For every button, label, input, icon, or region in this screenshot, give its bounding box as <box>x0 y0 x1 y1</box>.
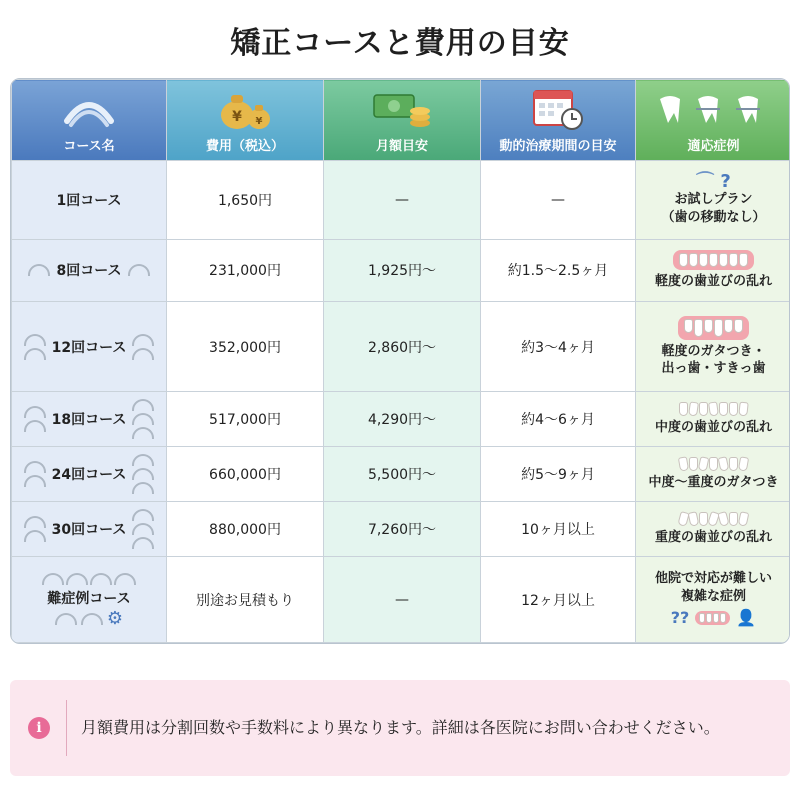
page-title: 矯正コースと費用の目安 <box>230 26 570 61</box>
teeth-braces-icon <box>654 81 774 131</box>
header-period <box>481 80 636 161</box>
table-row <box>12 392 791 447</box>
price-cell: 別途お見積もり <box>167 557 324 643</box>
teeth-illustration <box>642 457 785 471</box>
aligner-icon <box>61 81 117 131</box>
svg-text:¥: ¥ <box>232 109 242 125</box>
price-cell: 880,000円 <box>167 502 324 557</box>
header-case-label: 適応症例 <box>687 139 740 154</box>
case-cell: 重度の歯並びの乱れ <box>636 502 791 557</box>
monthly-cell: 2,860円〜 <box>324 302 481 392</box>
teeth-illustration <box>673 250 754 270</box>
aligner-stack-icon <box>12 572 166 586</box>
calendar-clock-icon <box>530 81 586 131</box>
monthly-cell: 5,500円〜 <box>324 447 481 502</box>
table-row <box>12 161 791 240</box>
header-period-label: 動的治療期間の目安 <box>499 139 617 154</box>
table-row <box>12 557 791 643</box>
monthly-cell: — <box>324 557 481 643</box>
course-cell: 難症例コース ⚙ <box>12 557 167 643</box>
money-bag-icon <box>215 81 275 131</box>
aligner-icon <box>128 264 150 276</box>
teeth-illustration <box>642 402 785 416</box>
course-cell: 30回コース <box>12 502 167 557</box>
trial-aligner-icon: ⌒ ? <box>696 171 731 193</box>
teeth-illustration <box>678 316 749 340</box>
case-cell: 軽度のガタつき・ 出っ歯・すきっ歯 <box>636 302 791 392</box>
cash-coins-icon <box>370 81 434 131</box>
table-row <box>12 239 791 302</box>
price-cell: 517,000円 <box>167 392 324 447</box>
price-cell: 660,000円 <box>167 447 324 502</box>
aligner-icon <box>28 264 50 276</box>
course-cell: 24回コース <box>12 447 167 502</box>
case-cell: 他院で対応が難しい 複雑な症例 ?? 👤 <box>636 557 791 643</box>
period-cell: 約1.5〜2.5ヶ月 <box>481 239 636 302</box>
aligner-stack-icon <box>132 333 154 361</box>
header-course-label: コース名 <box>63 139 115 154</box>
price-cell: 231,000円 <box>167 239 324 302</box>
period-cell: 約3〜4ヶ月 <box>481 302 636 392</box>
case-cell: 軽度の歯並びの乱れ <box>636 239 791 302</box>
table-row <box>12 502 791 557</box>
monthly-cell: 4,290円〜 <box>324 392 481 447</box>
period-cell: 約4〜6ヶ月 <box>481 392 636 447</box>
note-divider <box>66 700 67 756</box>
header-price <box>167 80 324 161</box>
price-cell: 1,650円 <box>167 161 324 240</box>
case-cell: 中度の歯並びの乱れ <box>636 392 791 447</box>
case-cell: ⌒ ? お試しプラン （歯の移動なし） <box>636 161 791 240</box>
case-cell: 中度〜重度のガタつき <box>636 447 791 502</box>
header-case <box>636 80 791 161</box>
period-cell: 約5〜9ヶ月 <box>481 447 636 502</box>
course-cell: 18回コース <box>12 392 167 447</box>
course-fee-table <box>10 78 790 644</box>
header-monthly <box>324 80 481 161</box>
monthly-cell: — <box>324 161 481 240</box>
monthly-cell: 7,260円〜 <box>324 502 481 557</box>
course-cell: 12回コース <box>12 302 167 392</box>
svg-text:¥: ¥ <box>255 116 263 127</box>
header-monthly-label: 月額目安 <box>375 139 428 154</box>
price-cell: 352,000円 <box>167 302 324 392</box>
gear-wrench-icon: ⚙ <box>106 607 124 629</box>
header-price-label: 費用（税込） <box>205 139 284 154</box>
aligner-stack-icon <box>132 508 154 550</box>
table-row <box>12 447 791 502</box>
course-cell: 1回コース <box>12 161 167 240</box>
note-text: 月額費用は分割回数や手数料により異なります。詳細は各医院にお問い合わせください。 <box>81 718 720 737</box>
monthly-cell: 1,925円〜 <box>324 239 481 302</box>
aligner-stack-icon <box>132 398 154 440</box>
period-cell: 10ヶ月以上 <box>481 502 636 557</box>
note-box <box>10 680 790 776</box>
header-course <box>12 80 167 161</box>
teeth-illustration <box>642 512 785 526</box>
table-row <box>12 302 791 392</box>
question-consult-icon: ?? 👤 <box>670 608 757 628</box>
aligner-stack-icon <box>132 453 154 495</box>
course-cell: 8回コース <box>12 239 167 302</box>
period-cell: 12ヶ月以上 <box>481 557 636 643</box>
info-icon: i <box>28 717 50 739</box>
period-cell: — <box>481 161 636 240</box>
